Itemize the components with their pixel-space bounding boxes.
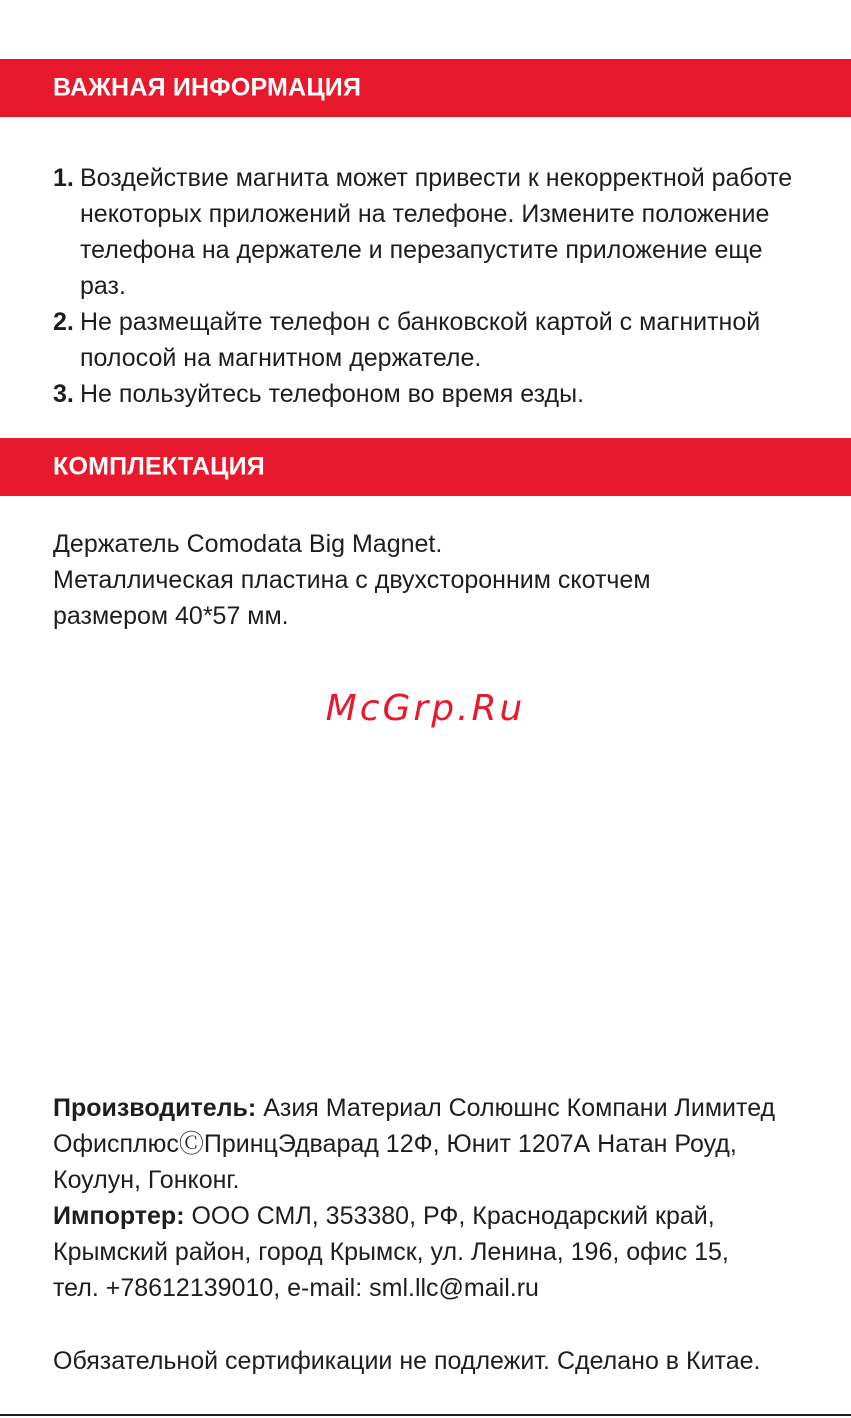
list-item — [53, 376, 813, 412]
list-item-text: Не размещайте телефон с банковской картой с магнитной полосой на магнитном держателе. — [80, 308, 761, 372]
watermark: McGrp.Ru — [325, 688, 526, 729]
contents-line: Держатель Comodata Big Magnet. — [53, 530, 443, 558]
certification-note: Обязательной сертификации не подлежит. Сделано в Китае. — [53, 1347, 761, 1375]
list-item-number: 2. — [53, 308, 74, 336]
list-item-number: 3. — [53, 380, 74, 408]
contents-line: Металлическая пластина с двухсторонним скотчем — [53, 566, 651, 594]
bottom-divider — [0, 1414, 851, 1416]
important-info-banner — [0, 59, 851, 117]
importer-label: Импортер: — [53, 1202, 185, 1230]
important-info-title: ВАЖНАЯ ИНФОРМАЦИЯ — [53, 73, 362, 102]
manufacturer-city: Коулун, Гонконг. — [53, 1166, 240, 1194]
importer-address: Крымский район, город Крымск, ул. Ленина, 196, офис 15, — [53, 1238, 729, 1266]
importer-line — [53, 1198, 843, 1234]
importer-name: ООО СМЛ, 353380, РФ, Краснодарский край, — [191, 1202, 715, 1230]
manufacturer-address: ОфисплюсⒸПринцЭдварад 12Ф, Юнит 1207А Натан Роуд, — [53, 1130, 737, 1158]
list-item-number: 1. — [53, 164, 74, 192]
list-item-text: Воздействие магнита может привести к некорректной работе некоторых приложений на телефоне. Измените положение телефона на держателе и перезапустите приложение еще раз. — [80, 164, 793, 300]
list-item — [53, 304, 813, 376]
manufacturer-label: Производитель: — [53, 1094, 257, 1122]
important-info-list — [53, 160, 813, 412]
manufacturer-name: Азия Материал Солюшнс Компани Лимитед — [263, 1094, 776, 1122]
list-item-text: Не пользуйтесь телефоном во время езды. — [80, 380, 585, 408]
contents-line: размером 40*57 мм. — [53, 602, 289, 630]
importer-contacts: тел. +78612139010, e-mail: sml.llc@mail.ru — [53, 1274, 539, 1302]
manufacturer-line — [53, 1090, 843, 1126]
package-contents-text — [53, 526, 813, 634]
manufacturer-info — [53, 1090, 843, 1306]
list-item — [53, 160, 813, 304]
package-contents-banner — [0, 438, 851, 496]
package-contents-title: КОМПЛЕКТАЦИЯ — [53, 452, 265, 481]
